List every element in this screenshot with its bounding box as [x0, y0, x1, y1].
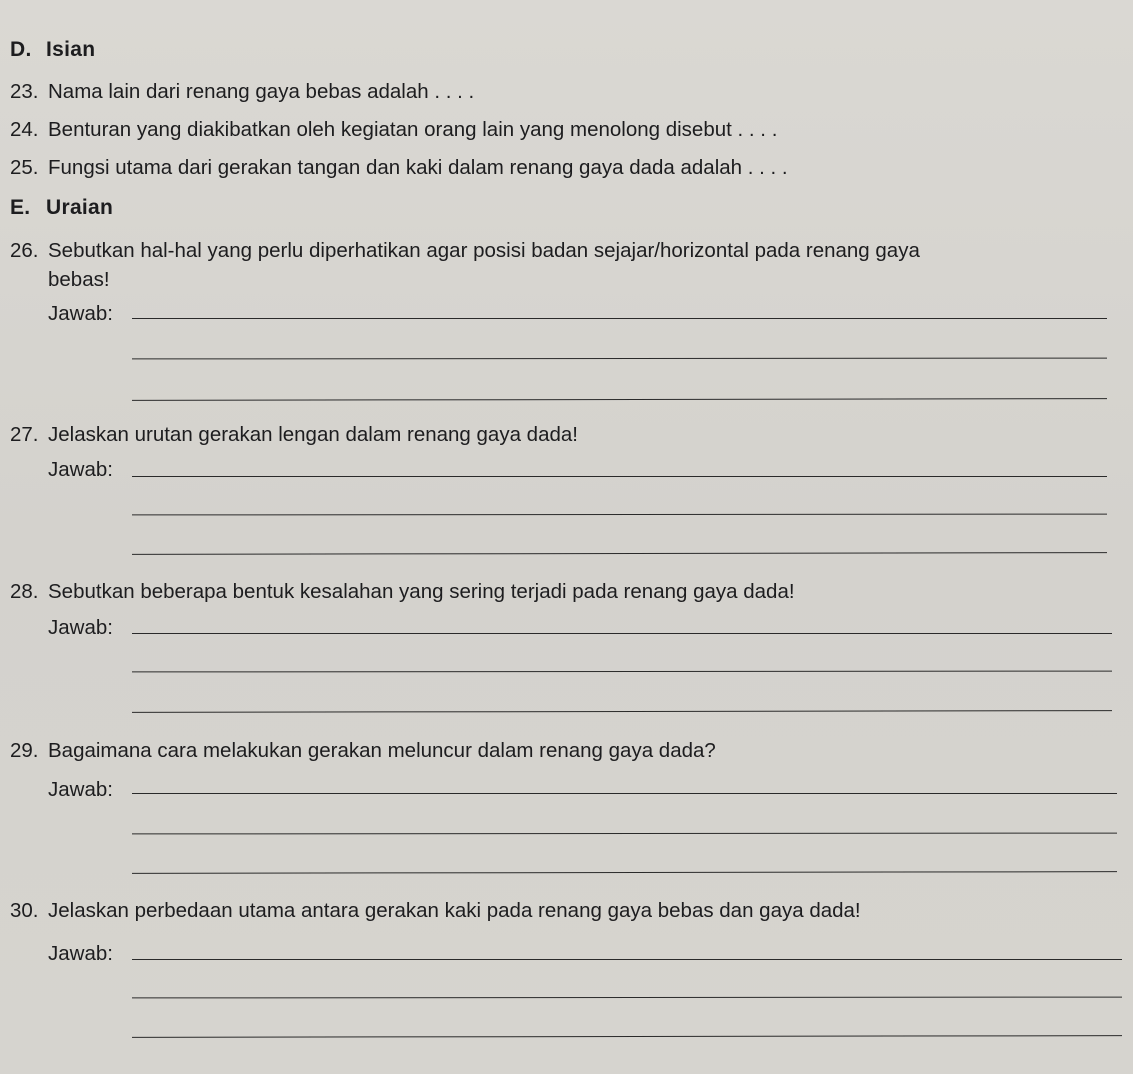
answer-line[interactable]	[132, 476, 1107, 477]
answer-area-27	[48, 458, 1078, 568]
answer-line[interactable]	[132, 793, 1117, 794]
answer-area-29	[48, 778, 1078, 888]
question-24	[10, 117, 777, 143]
answer-line[interactable]	[132, 671, 1112, 673]
section-d-heading	[10, 38, 95, 62]
question-number: 30.	[10, 899, 39, 922]
question-text: Bagaimana cara melakukan gerakan meluncur dalam renang gaya dada?	[48, 739, 716, 762]
question-25	[10, 155, 788, 181]
question-number: 25.	[10, 156, 39, 179]
question-29	[10, 738, 716, 764]
section-title: Uraian	[46, 196, 114, 219]
answer-label: Jawab:	[48, 302, 113, 325]
question-text: Jelaskan perbedaan utama antara gerakan kaki pada renang gaya bebas dan gaya dada!	[48, 899, 861, 922]
answer-label: Jawab:	[48, 458, 113, 481]
answer-line[interactable]	[132, 959, 1122, 960]
answer-label: Jawab:	[48, 778, 113, 801]
question-23	[10, 79, 474, 105]
answer-line[interactable]	[132, 318, 1107, 319]
answer-line[interactable]	[132, 633, 1112, 634]
section-title: Isian	[46, 38, 96, 61]
question-text-continued: bebas!	[48, 268, 110, 291]
question-26	[10, 236, 1090, 294]
answer-line[interactable]	[132, 358, 1107, 360]
question-text: Fungsi utama dari gerakan tangan dan kaki dalam renang gaya dada adalah . . . .	[48, 156, 788, 179]
answer-line[interactable]	[132, 1035, 1122, 1038]
question-text: Jelaskan urutan gerakan lengan dalam renang gaya dada!	[48, 423, 578, 446]
question-text: Benturan yang diakibatkan oleh kegiatan orang lain yang menolong disebut . . . .	[48, 118, 778, 141]
question-number: 24.	[10, 118, 39, 141]
answer-line[interactable]	[132, 833, 1117, 835]
question-28	[10, 579, 795, 605]
answer-line[interactable]	[132, 997, 1122, 999]
answer-line[interactable]	[132, 514, 1107, 516]
question-27	[10, 422, 578, 448]
section-e-heading	[10, 196, 113, 220]
answer-area-26	[48, 302, 1078, 412]
answer-area-30	[48, 942, 1078, 1052]
answer-area-28	[48, 616, 1078, 726]
question-number: 23.	[10, 80, 39, 103]
answer-label: Jawab:	[48, 942, 113, 965]
section-letter: E.	[10, 196, 31, 219]
question-text: Sebutkan hal-hal yang perlu diperhatikan agar posisi badan sejajar/horizontal pada renang gaya	[48, 239, 920, 262]
answer-line[interactable]	[132, 552, 1107, 555]
answer-line[interactable]	[132, 871, 1117, 874]
question-30	[10, 898, 861, 924]
question-number: 26.	[10, 239, 39, 262]
answer-label: Jawab:	[48, 616, 113, 639]
question-text: Sebutkan beberapa bentuk kesalahan yang sering terjadi pada renang gaya dada!	[48, 580, 795, 603]
answer-line[interactable]	[132, 710, 1112, 713]
question-number: 29.	[10, 739, 39, 762]
question-number: 28.	[10, 580, 39, 603]
section-letter: D.	[10, 38, 32, 61]
question-number: 27.	[10, 423, 39, 446]
answer-line[interactable]	[132, 398, 1107, 401]
question-text: Nama lain dari renang gaya bebas adalah . . . .	[48, 80, 475, 103]
